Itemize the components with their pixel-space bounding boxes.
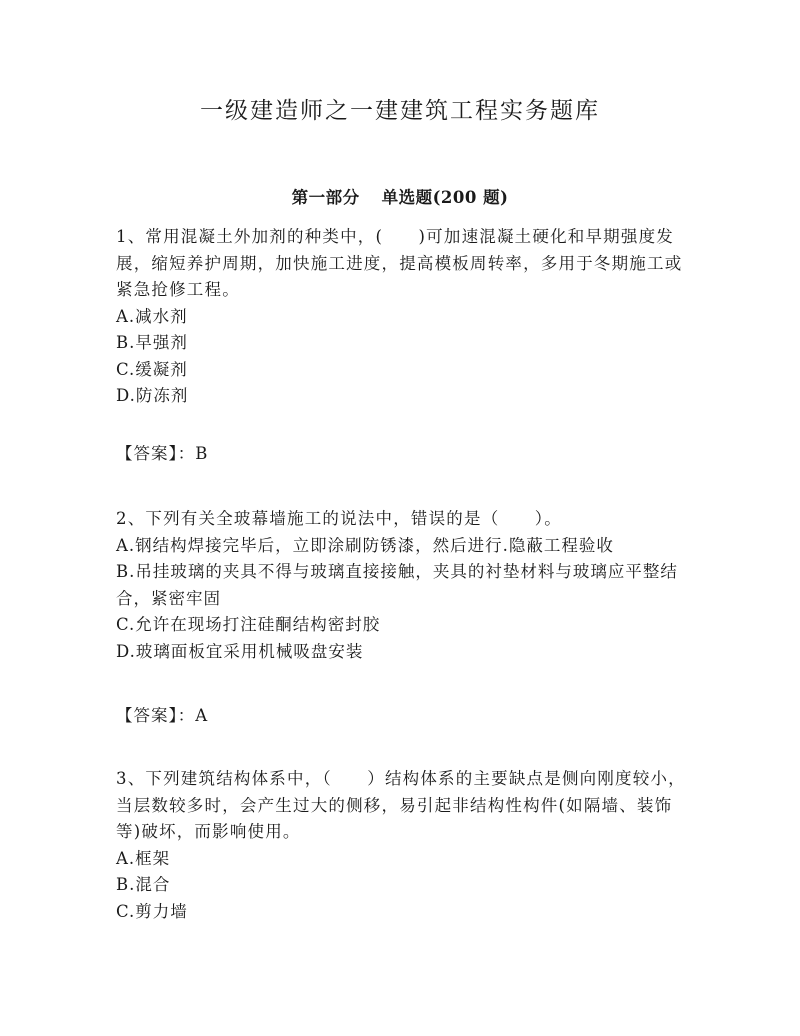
option-d: D.玻璃面板宜采用机械吸盘安装 xyxy=(116,641,364,661)
option-a: A.框架 xyxy=(116,848,171,868)
option-a: A.钢结构焊接完毕后，立即涂刷防锈漆，然后进行.隐蔽工程验收 xyxy=(116,535,614,555)
option-c: C.允许在现场打注硅酮结构密封胶 xyxy=(116,615,381,634)
option-b: B.吊挂玻璃的夹具不得与玻璃直接接触，夹具的衬垫材料与玻璃应平整结合，紧密牢固 xyxy=(116,562,678,608)
option-a: A.减水剂 xyxy=(116,306,188,326)
answer-2 xyxy=(116,702,208,726)
answer-1 xyxy=(116,440,208,464)
option-c: C.缓凝剂 xyxy=(116,359,188,379)
question-stem: 1、常用混凝土外加剂的种类中，( )可加速混凝土硬化和早期强度发展，缩短养护周期，加快施工进度，提高模板周转率，多用于冬期施工或紧急抢修工程。 xyxy=(116,227,683,299)
question-stem: 2、下列有关全玻幕墙施工的说法中，错误的是（ ）。 xyxy=(116,509,562,528)
answer-label: 【答案】： xyxy=(116,706,196,725)
question-2 xyxy=(116,506,696,665)
question-stem: 3、下列建筑结构体系中，（ ）结构体系的主要缺点是侧向刚度较小，当层数较多时，会产生过大的侧移，易引起非结构性构件(如隔墙、装饰等)破坏，而影响使用。 xyxy=(116,769,686,841)
option-b: B.混合 xyxy=(116,875,171,894)
option-c: C.剪力墙 xyxy=(116,901,188,921)
section-heading xyxy=(0,184,800,208)
answer-value: A xyxy=(195,706,209,725)
question-1 xyxy=(116,224,696,410)
question-3 xyxy=(116,766,696,925)
answer-value: B xyxy=(195,444,209,463)
section-name-label: 单选题(200 题) xyxy=(381,188,509,207)
option-b: B.早强剂 xyxy=(116,333,188,352)
section-part-label: 第一部分 xyxy=(291,188,360,207)
answer-label: 【答案】： xyxy=(116,444,196,463)
document-title: 一级建造师之一建建筑工程实务题库 xyxy=(200,98,600,124)
option-d: D.防冻剂 xyxy=(116,386,189,405)
